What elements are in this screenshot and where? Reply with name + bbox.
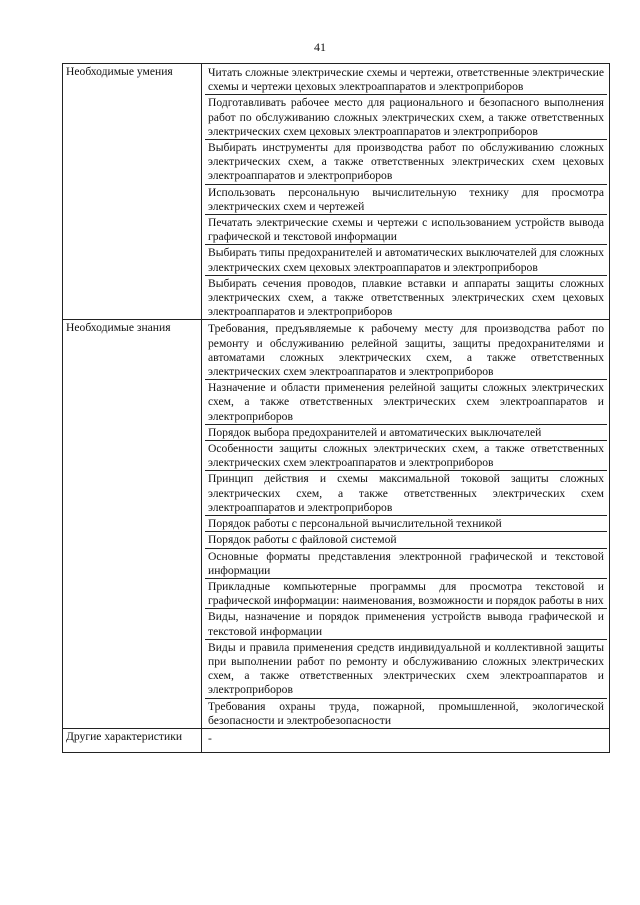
skill-item: Читать сложные электрические схемы и чертежи, ответственные электрические схемы и чертежи цеховых электроаппаратов и электроприборов <box>205 65 607 95</box>
knowledge-item: Требования охраны труда, пожарной, промышленной, экологической безопасности и электробезопасности <box>208 699 604 727</box>
table-row-other <box>63 728 610 752</box>
skill-item: Использовать персональную вычислительную технику для просмотра электрических схем и чертежей <box>205 185 607 215</box>
row-content-skills <box>202 64 610 320</box>
page-number: 41 <box>314 40 326 54</box>
skill-item: Выбирать инструменты для производства работ по обслуживанию сложных электрических схем, а также ответственных электрических схем цеховых электроаппаратов и электроприборов <box>205 140 607 185</box>
knowledge-item: Порядок работы с файловой системой <box>205 532 607 548</box>
table-row-skills <box>63 64 610 320</box>
knowledge-item: Основные форматы представления электронной графической и текстовой информации <box>205 549 607 579</box>
knowledge-item: Требования, предъявляемые к рабочему месту для производства работ по ремонту и обслуживанию релейной защиты, защиты предохранителями и автоматами сложных электрических схем, а также ответственных электрических схем электроаппаратов и электроприборов <box>205 321 607 380</box>
knowledge-item: Прикладные компьютерные программы для просмотра текстовой и графической информации: наименования, возможности и порядок работы в них <box>205 579 607 609</box>
row-label-knowledge: Необходимые знания <box>63 320 202 728</box>
skill-item: Подготавливать рабочее место для рационального и безопасного выполнения работ по обслуживанию сложных электрических схем, а также ответственных электрических схем цеховых электроаппаратов и электроприборов <box>205 95 607 140</box>
knowledge-item: Назначение и области применения релейной защиты сложных электрических схем, а также ответственных электрических схем электроаппаратов и электроприборов <box>205 380 607 425</box>
other-item: - <box>208 731 212 745</box>
knowledge-item: Особенности защиты сложных электрических схем, а также ответственных электрических схем электроаппаратов и электроприборов <box>205 441 607 471</box>
table-row-knowledge <box>63 320 610 728</box>
knowledge-item: Принцип действия и схемы максимальной токовой защиты сложных электрических схем, а также ответственных электрических схем электроаппаратов и электроприборов <box>205 471 607 516</box>
skill-item: Выбирать сечения проводов, плавкие вставки и аппараты защиты сложных электрических схем, а также ответственных электрических схем цеховых электроаппаратов и электроприборов <box>208 276 604 319</box>
row-content-other <box>202 728 610 752</box>
requirements-table <box>62 63 610 753</box>
skill-item: Печатать электрические схемы и чертежи с использованием устройств вывода графической и текстовой информации <box>205 215 607 245</box>
knowledge-item: Виды и правила применения средств индивидуальной и коллективной защиты при выполнении работ по ремонту и обслуживанию сложных электрических схем, а также ответственных электрических схем электроаппаратов и электроприборов <box>205 640 607 699</box>
knowledge-item: Порядок выбора предохранителей и автоматических выключателей <box>205 425 607 441</box>
skill-item: Выбирать типы предохранителей и автоматических выключателей для сложных электрических схем цеховых электроаппаратов и электроприборов <box>205 245 607 275</box>
row-content-knowledge <box>202 320 610 728</box>
knowledge-item: Виды, назначение и порядок применения устройств вывода графической и текстовой информации <box>205 609 607 639</box>
knowledge-item: Порядок работы с персональной вычислительной техникой <box>205 516 607 532</box>
row-label-other: Другие характеристики <box>63 728 202 752</box>
row-label-skills: Необходимые умения <box>63 64 202 320</box>
